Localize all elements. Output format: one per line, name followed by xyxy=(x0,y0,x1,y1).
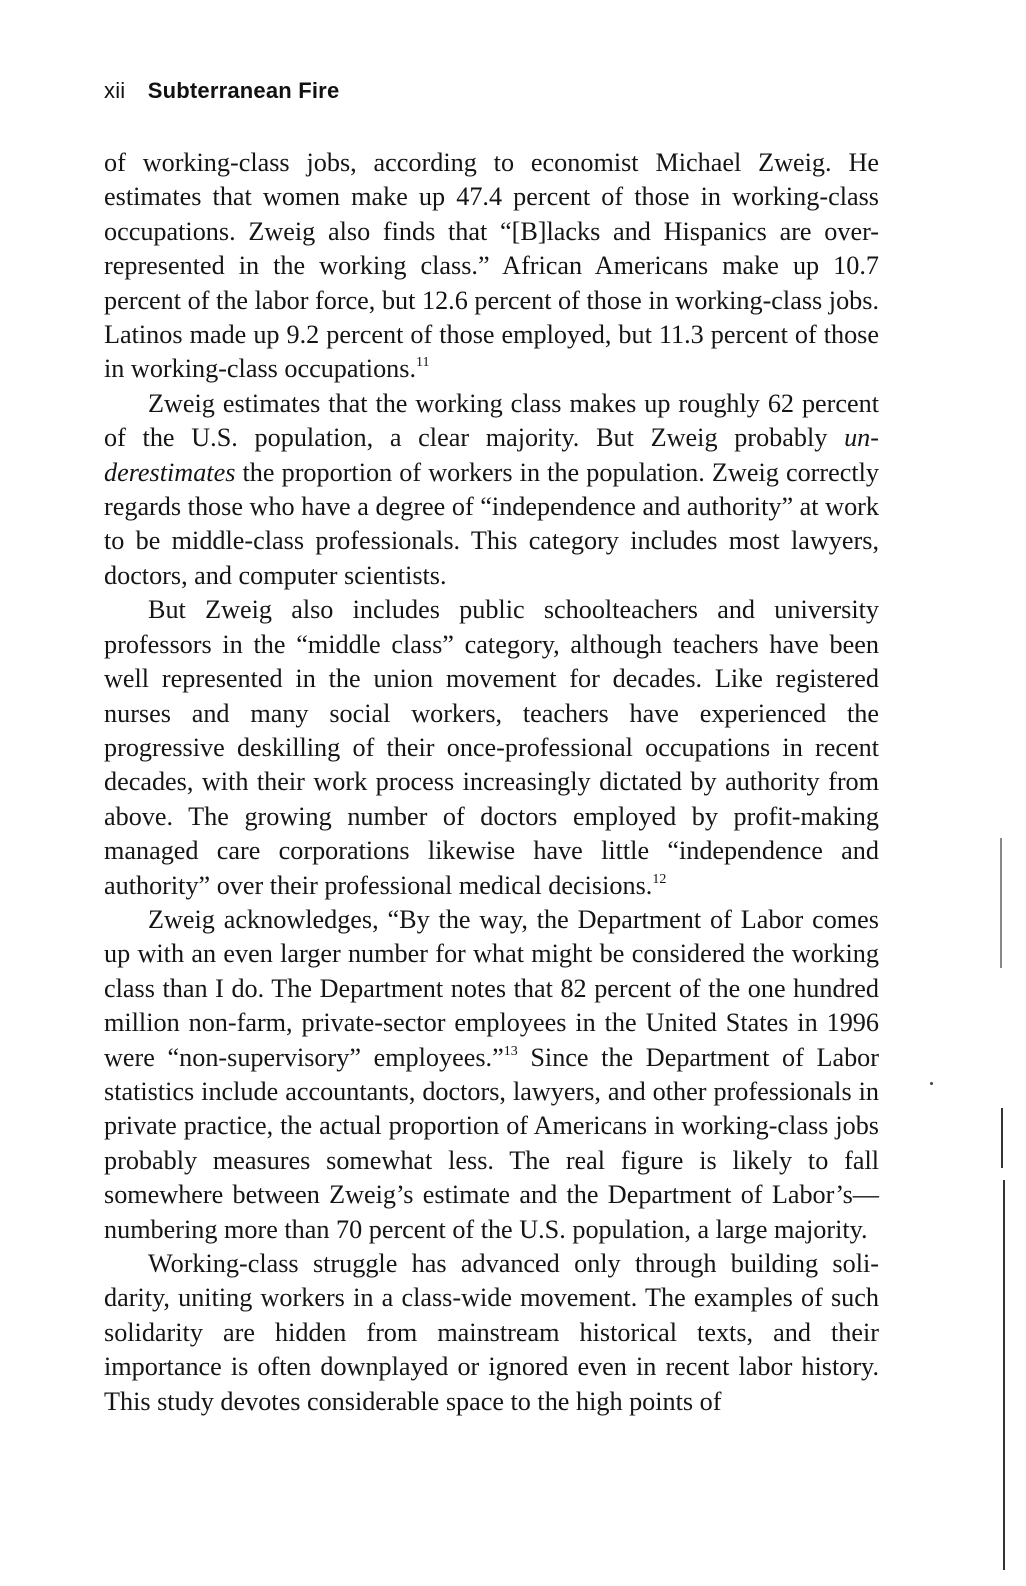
paragraph xyxy=(104,146,879,387)
text-run: the proportion of workers in the population. Zweig correctly regards those who have a degree of “independence and authority” at work to be middle-class professionals. This category includes most lawyers, doctors, and computer scientists. xyxy=(104,457,879,590)
text-run: Since the Department of Labor statistics include accountants, doctors, lawyers, and other professionals in private practice, the actual proportion of Americans in working-class jobs probably measures somewhat less. The real figure is likely to fall somewhere between Zweig’s estimate and the Department of Labor’s—numbering more than 70 percent of the U.S. population, a large majority. xyxy=(104,1042,879,1244)
scan-edge-mark xyxy=(1000,838,1002,968)
footnote-ref: 11 xyxy=(416,355,430,371)
text-run: But Zweig also includes public schoolteachers and university professors in the “middle class” category, although teachers have been well represented in the union movement for decades. Like registered nurses and many social workers, teachers have experienced the progressive deskilling of their once-professional occupations in recent decades, with their work process increasingly dictated by authority from above. The growing number of doctors employed by profit-making managed care corporations likewise have little “independence and authority” over their professional medical decisions. xyxy=(104,595,879,900)
footnote-ref: 12 xyxy=(652,871,667,887)
scan-dust-mark xyxy=(930,1082,933,1085)
text-run: Working-class struggle has advanced only through building solidarity, uniting workers in a class-wide movement. The examples of such solidarity are hidden from mainstream historical texts, and their importance is often downplayed or ignored even in recent labor history. This study devotes considerable space to the high points of xyxy=(104,1249,879,1416)
book-title: Subterranean Fire xyxy=(147,78,340,103)
text-run: Zweig estimates that the working class makes up roughly 62 percent of the U.S. population, a clear majority. But Zweig probably xyxy=(104,388,879,453)
text-run: Zweig acknowledges, “By the way, the Department of Labor comes up with an even larger number for what might be considered the working class than I do. The Department notes that 82 percent of the one hundred million non-farm, private-sector employees in the United States in 1996 were “non-supervisory” employees.” xyxy=(104,904,879,1072)
scan-edge-mark xyxy=(1001,1108,1003,1168)
page-number: xii xyxy=(104,78,126,103)
body-text xyxy=(104,146,879,1419)
scan-edge-mark xyxy=(1003,1180,1005,1570)
paragraph xyxy=(104,593,879,903)
emphasis-text: underestimates xyxy=(104,423,879,487)
paragraph xyxy=(104,1247,879,1419)
running-header xyxy=(104,78,339,104)
text-run: of working-class jobs, according to economist Michael Zweig. He estimates that women make up 47.4 percent of those in working-class occupations. Zweig also finds that “[B]lacks and Hispanics are over-represented in the working class.” African Americans make up 10.7 percent of the labor force, but 12.6 percent of those in working-class jobs. Latinos made up 9.2 percent of those employed, but 11.3 percent of those in working-class occupations. xyxy=(104,148,879,384)
paragraph xyxy=(104,387,879,593)
footnote-ref: 13 xyxy=(503,1043,518,1059)
paragraph xyxy=(104,903,879,1247)
